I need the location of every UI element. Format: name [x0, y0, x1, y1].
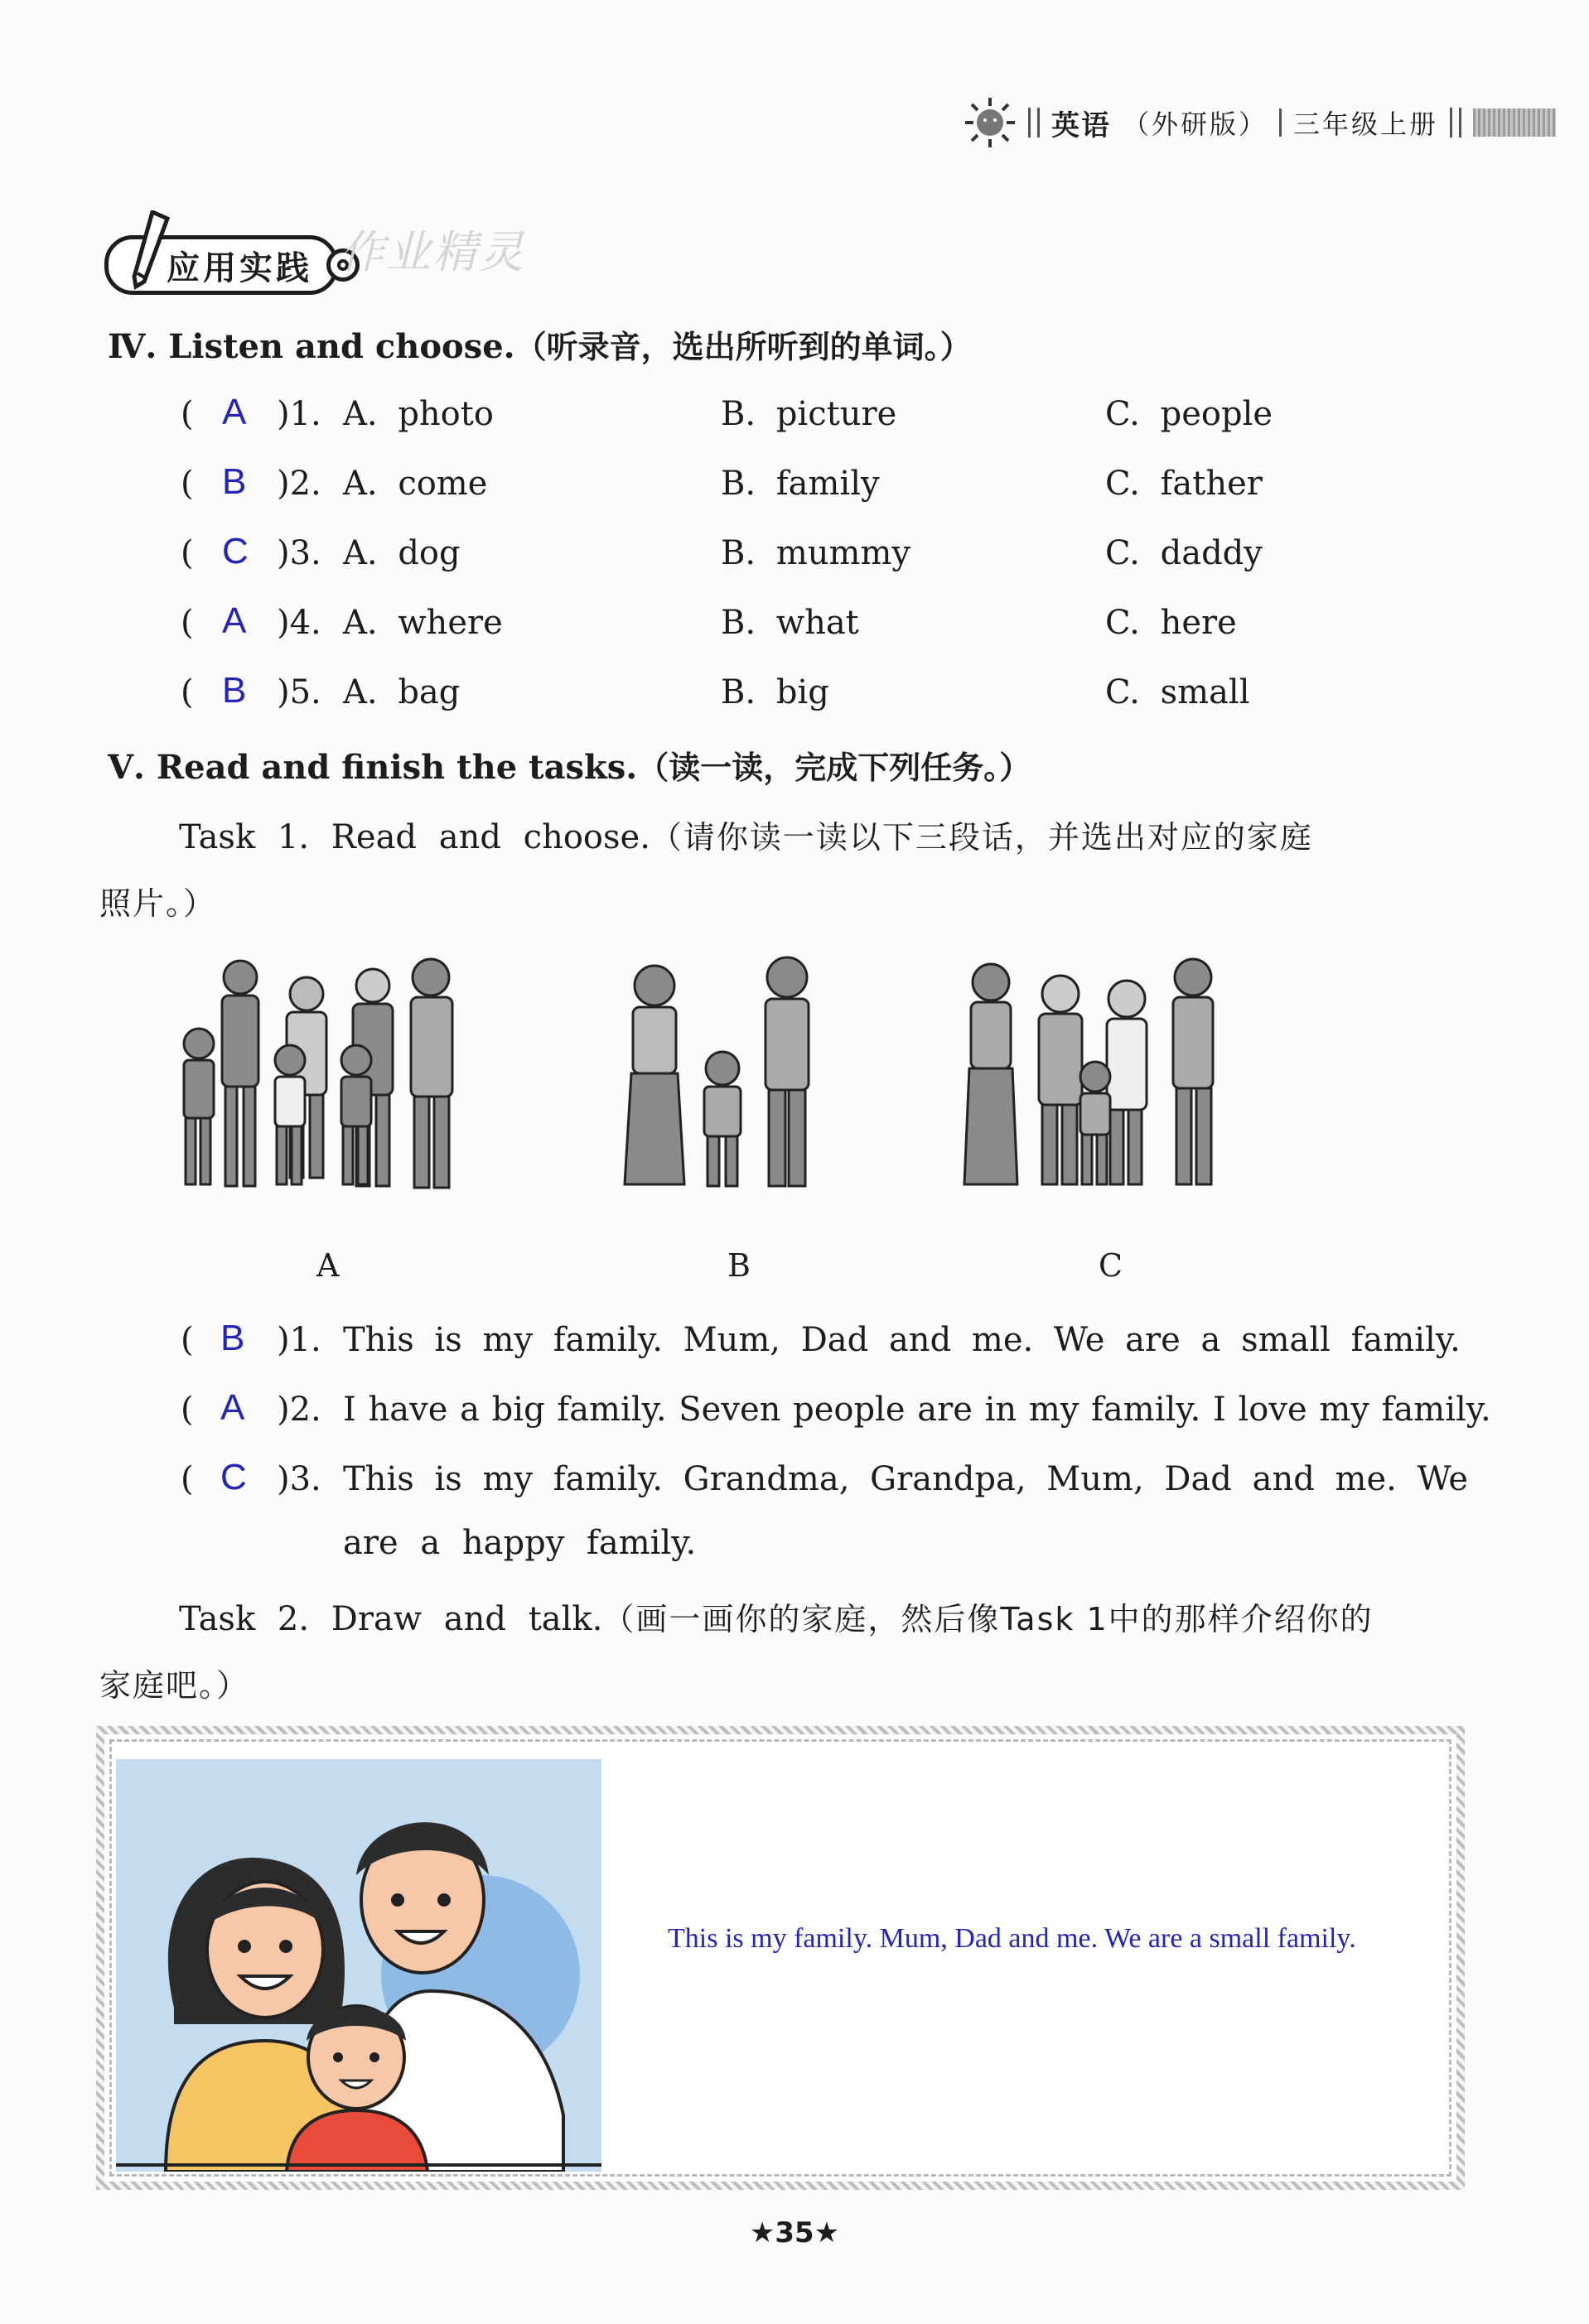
option-c: C. here	[1105, 604, 1237, 642]
question-row	[0, 459, 1589, 509]
open-paren: (	[181, 604, 194, 642]
option-c: C. small	[1105, 673, 1250, 711]
option-b: B. big	[721, 673, 829, 711]
open-paren: (	[181, 1321, 194, 1359]
picture-label-c: C	[1099, 1247, 1123, 1284]
sentence-text: This is my family. Grandma, Grandpa, Mum, Dad and me. We	[343, 1460, 1469, 1498]
option-a: A. come	[343, 465, 488, 503]
question-number: )5.	[277, 673, 321, 711]
drawing-frame	[96, 1726, 1465, 2190]
header-divider	[1279, 108, 1282, 137]
page-number: ★35★	[749, 2216, 840, 2249]
page-header	[964, 99, 1556, 146]
pencil-icon	[124, 210, 174, 293]
section-4-title	[108, 321, 972, 367]
task-1-en: Task 1. Read and choose.	[179, 818, 650, 856]
answer-letter: B	[222, 461, 247, 502]
family-picture-a	[174, 952, 489, 1201]
option-b: B. picture	[721, 395, 897, 433]
person-icon	[222, 961, 258, 1186]
answer-letter: B	[222, 670, 247, 711]
answer-letter: C	[220, 1457, 247, 1497]
question-row	[0, 668, 1589, 717]
sentence-text: This is my family. Mum, Dad and me. We are a small family.	[343, 1321, 1461, 1359]
task-2-cn: （画一画你的家庭，然后像Task 1中的那样介绍你的	[602, 1601, 1374, 1637]
family-picture-c	[953, 952, 1234, 1201]
header-subject: 英语	[1050, 108, 1111, 142]
option-a: A. photo	[343, 395, 494, 433]
task-1-instruction-cont	[99, 878, 216, 923]
task-2-instruction	[179, 1594, 1374, 1639]
section-5-title	[108, 742, 1031, 788]
sentence-text: I have a big family. Seven people are in my family. I love my family.	[343, 1391, 1491, 1429]
person-icon	[625, 966, 684, 1184]
header-divider	[1450, 108, 1461, 137]
sentence-row	[0, 1454, 1589, 1504]
option-a: A. where	[343, 604, 503, 642]
open-paren: (	[181, 1391, 194, 1429]
section-4-title-cn: （听录音，选出所听到的单词。）	[514, 329, 972, 365]
sentence-3-cont: are a happy family.	[343, 1524, 697, 1562]
family-picture-b	[613, 952, 828, 1201]
task-2-en: Task 2. Draw and talk.	[179, 1600, 603, 1638]
answer-letter: A	[220, 1387, 245, 1428]
open-paren: (	[181, 673, 194, 711]
answer-letter: C	[222, 531, 249, 571]
answer-letter: A	[222, 600, 247, 641]
watermark: 作业精灵	[340, 226, 525, 278]
sentence-number: )2.	[277, 1391, 321, 1429]
question-number: )1.	[277, 395, 321, 433]
header-edition: （外研版）	[1122, 108, 1268, 140]
header-divider	[1028, 108, 1040, 137]
answer-letter: A	[222, 392, 247, 432]
sentence-number: )3.	[277, 1460, 321, 1498]
header-grade: 三年级上册	[1292, 108, 1438, 140]
option-c: C. father	[1105, 465, 1263, 503]
question-number: )4.	[277, 604, 321, 642]
option-b: B. mummy	[721, 534, 910, 572]
question-number: )3.	[277, 534, 321, 572]
task-2-cn-cont: 家庭吧。）	[99, 1667, 250, 1704]
answer-text: This is my family. Mum, Dad and me. We are a small family.	[668, 1923, 1356, 1954]
person-icon	[964, 964, 1017, 1184]
open-paren: (	[181, 395, 194, 433]
option-c: C. daddy	[1105, 534, 1263, 572]
question-row	[0, 598, 1589, 648]
header-decor-bar	[1473, 108, 1556, 137]
task-1-cn: （请你读一读以下三段话，并选出对应的家庭	[650, 819, 1313, 856]
sentence-row	[0, 1385, 1589, 1434]
question-number: )2.	[277, 465, 321, 503]
question-row	[0, 389, 1589, 439]
section-badge-label: 应用实践	[104, 235, 338, 295]
question-row	[0, 528, 1589, 578]
option-a: A. bag	[343, 673, 461, 711]
picture-label-b: B	[727, 1247, 751, 1284]
answer-letter: B	[220, 1318, 245, 1358]
section-4-title-en: Ⅳ. Listen and choose.	[108, 327, 515, 366]
section-5-title-cn: （读一读，完成下列任务。）	[637, 750, 1031, 786]
section-5-title-en: Ⅴ. Read and finish the tasks.	[108, 748, 638, 787]
option-a: A. dog	[343, 534, 461, 572]
sentence-row	[0, 1315, 1589, 1365]
task-1-cn-cont: 照片。）	[99, 885, 217, 922]
open-paren: (	[181, 534, 194, 572]
open-paren: (	[181, 465, 194, 503]
option-b: B. what	[721, 604, 859, 642]
family-illustration	[116, 1759, 601, 2172]
option-c: C. people	[1105, 395, 1273, 433]
task-1-instruction	[179, 812, 1313, 857]
open-paren: (	[181, 1460, 194, 1498]
sentence-number: )1.	[277, 1321, 321, 1359]
picture-label-a: A	[316, 1247, 340, 1284]
sun-icon	[964, 96, 1017, 149]
task-2-instruction-cont	[99, 1660, 249, 1705]
option-b: B. family	[721, 465, 880, 503]
